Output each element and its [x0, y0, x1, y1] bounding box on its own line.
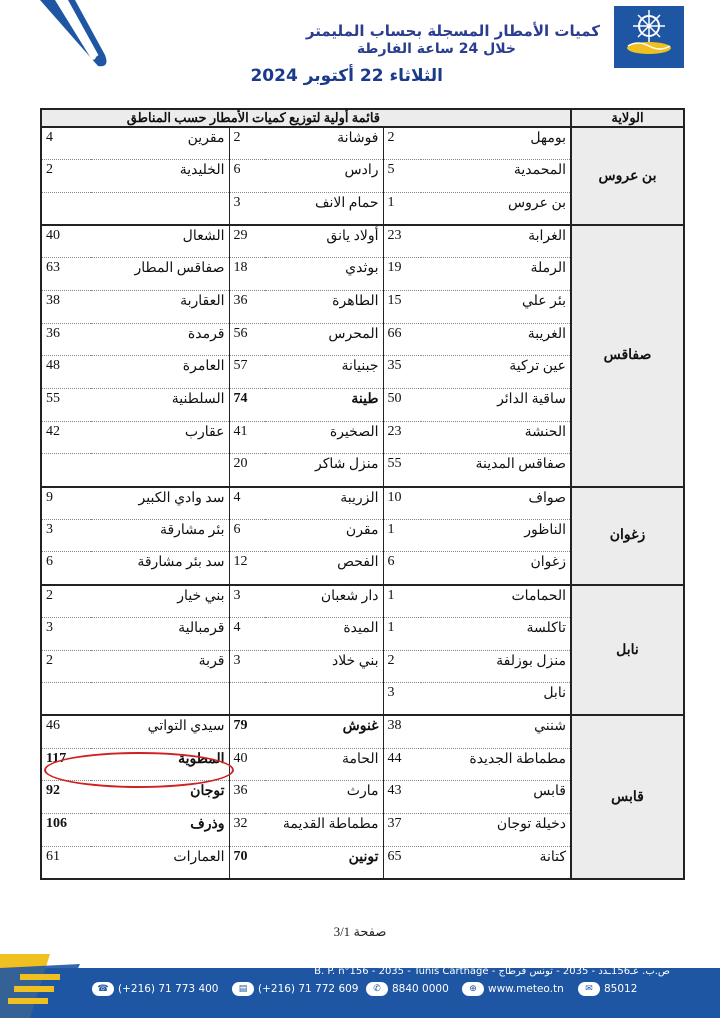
rain-value: 2	[383, 650, 421, 683]
header-swoosh-decoration	[0, 0, 130, 80]
rain-value	[41, 192, 91, 225]
rain-value: 61	[41, 846, 91, 879]
station-name: العمارات	[91, 846, 229, 879]
contact-text: (+216) 71 773 400	[118, 983, 219, 995]
contact-text: (+216) 71 772 609	[258, 983, 359, 995]
station-name: طينة	[265, 389, 383, 422]
page-number: صفحة 3/1	[333, 924, 387, 939]
station-name: تاكلسة	[421, 617, 571, 650]
rain-value: 55	[383, 454, 421, 487]
rain-value: 4	[229, 617, 265, 650]
contact-text: www.meteo.tn	[488, 983, 564, 995]
table-header-row	[41, 109, 684, 127]
station-name: صفاقس المطار	[91, 258, 229, 291]
footer-contact	[366, 982, 449, 996]
station-name	[265, 683, 383, 716]
rain-value: 3	[229, 192, 265, 225]
rain-value: 65	[383, 846, 421, 879]
station-name: منزل شاكر	[265, 454, 383, 487]
station-name: الرملة	[421, 258, 571, 291]
rain-value: 79	[229, 715, 265, 748]
rain-value: 3	[41, 519, 91, 552]
globe-icon: ⊕	[462, 982, 484, 996]
rain-value: 106	[41, 813, 91, 846]
rain-value: 35	[383, 356, 421, 389]
station-name: بئر علي	[421, 290, 571, 323]
rain-value: 63	[41, 258, 91, 291]
rain-value: 5	[383, 160, 421, 193]
rain-value: 92	[41, 781, 91, 814]
station-name: الشعال	[91, 225, 229, 258]
station-name: صواف	[421, 487, 571, 520]
rain-value: 32	[229, 813, 265, 846]
station-name: سد وادي الكبير	[91, 487, 229, 520]
rain-value: 6	[383, 552, 421, 585]
station-name: نابل	[421, 683, 571, 716]
station-name: المطوية	[91, 748, 229, 781]
station-name: حمام الانف	[265, 192, 383, 225]
rain-value: 20	[229, 454, 265, 487]
station-name: غنوش	[265, 715, 383, 748]
station-name: سد بئر مشارقة	[91, 552, 229, 585]
rain-value: 9	[41, 487, 91, 520]
station-name: الخليدية	[91, 160, 229, 193]
rain-value: 117	[41, 748, 91, 781]
rain-value: 40	[41, 225, 91, 258]
rain-value: 50	[383, 389, 421, 422]
rain-value: 23	[383, 421, 421, 454]
footer-address: B. P. n°156 - 2035 - Tunis Carthage - ص.ب. عـ156ـدد - 2035 - تونس قرطاج	[314, 966, 670, 977]
header-list: قائمة أولية لتوزيع كميات الأمطار حسب المناطق	[41, 109, 571, 127]
station-name: السلطنية	[91, 389, 229, 422]
station-name: مقرين	[91, 127, 229, 160]
station-name: وذرف	[91, 813, 229, 846]
rain-value: 48	[41, 356, 91, 389]
station-name: الغريبة	[421, 323, 571, 356]
station-name: قابس	[421, 781, 571, 814]
report-date: الثلاثاء 22 أكتوبر 2024	[250, 66, 443, 86]
station-name: توجان	[91, 781, 229, 814]
station-name: كتانة	[421, 846, 571, 879]
rain-value: 6	[229, 160, 265, 193]
station-name: المحرس	[265, 323, 383, 356]
station-name: قربة	[91, 650, 229, 683]
station-name: ساقية الدائر	[421, 389, 571, 422]
rain-value: 3	[41, 617, 91, 650]
header-wilaya: الولاية	[571, 109, 684, 127]
rain-value: 2	[41, 160, 91, 193]
station-name: سيدي التواتي	[91, 715, 229, 748]
rain-value	[229, 683, 265, 716]
station-name: الزريبة	[265, 487, 383, 520]
station-name: المحمدية	[421, 160, 571, 193]
rain-value: 44	[383, 748, 421, 781]
rain-value: 38	[41, 290, 91, 323]
rain-value: 74	[229, 389, 265, 422]
rain-value: 37	[383, 813, 421, 846]
meteo-tunisia-logo-icon	[614, 6, 684, 68]
rain-value: 42	[41, 421, 91, 454]
station-name: الحامة	[265, 748, 383, 781]
rain-value: 36	[229, 290, 265, 323]
station-name: عين تركية	[421, 356, 571, 389]
station-name: بني خلاد	[265, 650, 383, 683]
station-name: بومهل	[421, 127, 571, 160]
rain-value: 23	[383, 225, 421, 258]
rain-value: 1	[383, 585, 421, 618]
rain-value: 12	[229, 552, 265, 585]
rain-value: 1	[383, 192, 421, 225]
station-name: شنني	[421, 715, 571, 748]
station-name: الميدة	[265, 617, 383, 650]
station-name: قرمبالية	[91, 617, 229, 650]
rain-value: 46	[41, 715, 91, 748]
wilaya-name: زغوان	[571, 487, 684, 585]
rain-value: 6	[41, 552, 91, 585]
station-name	[91, 192, 229, 225]
phone-call-icon: ✆	[366, 982, 388, 996]
wilaya-name: صفاقس	[571, 225, 684, 487]
page-subtitle: خلال 24 ساعة الفارطة	[356, 41, 516, 57]
rain-value: 66	[383, 323, 421, 356]
rain-value: 15	[383, 290, 421, 323]
rain-value	[41, 454, 91, 487]
rain-value: 38	[383, 715, 421, 748]
station-name: العقاربة	[91, 290, 229, 323]
rain-value: 40	[229, 748, 265, 781]
station-name: الحنشة	[421, 421, 571, 454]
station-name: الغرابة	[421, 225, 571, 258]
station-name: مقرن	[265, 519, 383, 552]
rain-value: 70	[229, 846, 265, 879]
station-name: بئر مشارقة	[91, 519, 229, 552]
rain-value: 1	[383, 519, 421, 552]
page-title: كميات الأمطار المسجلة بحساب المليمتر	[305, 22, 600, 40]
station-name: مارث	[265, 781, 383, 814]
rain-value: 41	[229, 421, 265, 454]
contact-text: 8840 0000	[392, 983, 449, 995]
station-name: صفاقس المدينة	[421, 454, 571, 487]
station-name: قرمدة	[91, 323, 229, 356]
rain-value: 1	[383, 617, 421, 650]
footer-contact	[92, 982, 219, 996]
footer-contact	[462, 982, 564, 996]
station-name: رادس	[265, 160, 383, 193]
wilaya-name: قابس	[571, 715, 684, 878]
station-name: الحمامات	[421, 585, 571, 618]
wilaya-name: بن عروس	[571, 127, 684, 225]
station-name: بوثدي	[265, 258, 383, 291]
station-name: منزل بوزلفة	[421, 650, 571, 683]
station-name: دخيلة توجان	[421, 813, 571, 846]
station-name: جبنيانة	[265, 356, 383, 389]
table-row	[41, 715, 684, 748]
rain-value: 2	[383, 127, 421, 160]
rain-value: 43	[383, 781, 421, 814]
station-name: مطماطة الجديدة	[421, 748, 571, 781]
station-name: فوشانة	[265, 127, 383, 160]
station-name	[91, 683, 229, 716]
station-name: العامرة	[91, 356, 229, 389]
rain-value: 56	[229, 323, 265, 356]
rain-value: 3	[383, 683, 421, 716]
table-row	[41, 127, 684, 160]
rain-value: 10	[383, 487, 421, 520]
rain-value	[41, 683, 91, 716]
rain-value: 36	[229, 781, 265, 814]
rain-value: 3	[229, 650, 265, 683]
rain-value: 55	[41, 389, 91, 422]
wilaya-name: نابل	[571, 585, 684, 716]
station-name: أولاد يانق	[265, 225, 383, 258]
rain-value: 2	[229, 127, 265, 160]
table-row	[41, 225, 684, 258]
station-name: الطاهرة	[265, 290, 383, 323]
station-name: بن عروس	[421, 192, 571, 225]
highlight-circle	[44, 752, 234, 788]
station-name	[91, 454, 229, 487]
table-row	[41, 487, 684, 520]
rain-value: 2	[41, 650, 91, 683]
station-name: دار شعبان	[265, 585, 383, 618]
contact-text: 85012	[604, 983, 638, 995]
rain-value: 4	[229, 487, 265, 520]
rain-value: 2	[41, 585, 91, 618]
station-name: مطماطة القديمة	[265, 813, 383, 846]
rain-value: 19	[383, 258, 421, 291]
phone-icon: ☎	[92, 982, 114, 996]
station-name: الناظور	[421, 519, 571, 552]
station-name: بني خيار	[91, 585, 229, 618]
footer-contact	[232, 982, 359, 996]
rain-value: 36	[41, 323, 91, 356]
station-name: الفحص	[265, 552, 383, 585]
rain-value: 3	[229, 585, 265, 618]
rain-value: 57	[229, 356, 265, 389]
station-name: تونين	[265, 846, 383, 879]
station-name: الصخيرة	[265, 421, 383, 454]
rain-value: 18	[229, 258, 265, 291]
station-name: زغوان	[421, 552, 571, 585]
footer-contact	[578, 982, 637, 996]
rain-value: 4	[41, 127, 91, 160]
rain-value: 6	[229, 519, 265, 552]
station-name: عقارب	[91, 421, 229, 454]
table-row	[41, 585, 684, 618]
fax-icon: ▤	[232, 982, 254, 996]
rain-value: 29	[229, 225, 265, 258]
sms-icon: ✉	[578, 982, 600, 996]
